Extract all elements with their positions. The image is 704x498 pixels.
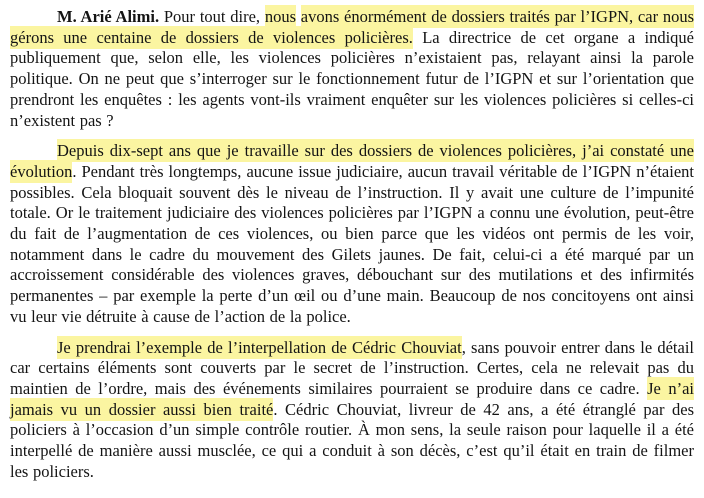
- text-segment: , sans pouvoir entrer dans le détail car certains éléments sont couverts par le secret de l’instruction. Certes, cela ne relevait pas du maintien de l’ordre, mais des événements similaires pourraient se produire dans ce cadre.: [10, 337, 694, 398]
- paragraph-2: [10, 141, 694, 327]
- text-segment: . Pendant très longtemps, aucune issue judiciaire, aucun travail véritable de l’IGPN n’étaient possibles. Cela bloquait souvent dès le niveau de l’instruction. Il y avait une culture de l’impunité totale. Or le traitement judiciaire des violences policières par l’IGPN a connu une évolution, peut-être du fait de l’augmentation de ces violences, ou bien parce que les vidéos ont permis de les voir, notamment dans le cadre du mouvement des Gilets jaunes. De fait, celui-ci a été marqué par un accroissement considérable des violences graves, débouchant sur des mutilations et des infirmités permanentes – par exemple la perte d’un œil ou d’une main. Beaucoup de nos concitoyens ont ainsi vu leur vie détruite à cause de l’action de la police.: [10, 161, 694, 326]
- highlighted-text: Depuis dix-sept ans que je travaille sur des dossiers de violences policières, j’ai constaté une évolution: [10, 141, 694, 181]
- text-segment: La directrice de cet organe a indiqué publiquement que, selon elle, les violences policières n’existaient pas, relayant ainsi la parole politique. On ne peut que s’interroger sur le fonctionnement futur de l’IGPN et sur l’orientation que prendront les enquêtes : les agents vont-ils vraiment enquêter sur les violences policières si celles-ci n’existent pas ?: [10, 27, 694, 130]
- highlighted-text: nous: [264, 7, 296, 26]
- text-segment: . Cédric Chouviat, livreur de 42 ans, a été étranglé par des policiers à l’occasion d’un simple contrôle routier. À mon sens, la seule raison pour laquelle il a été interpellé de manière aussi musclée, ce qui a conduit à son décès, c’est qu’il était en train de filmer les policiers.: [10, 399, 694, 481]
- text-segment: Pour tout dire,: [159, 7, 265, 26]
- highlighted-text: Je n’ai jamais vu un dossier aussi bien traité: [10, 378, 694, 419]
- paragraph-1: [10, 7, 694, 131]
- highlighted-text: Je prendrai l’exemple de l’interpellation de Cédric Chouviat: [57, 337, 462, 357]
- highlighted-text: avons énormément de dossiers traités par l’IGPN, car nous gérons une centaine de dossiers de violences policières.: [10, 7, 695, 47]
- paragraph-3: [10, 338, 694, 483]
- speaker-name: M. Arié Alimi.: [57, 7, 160, 26]
